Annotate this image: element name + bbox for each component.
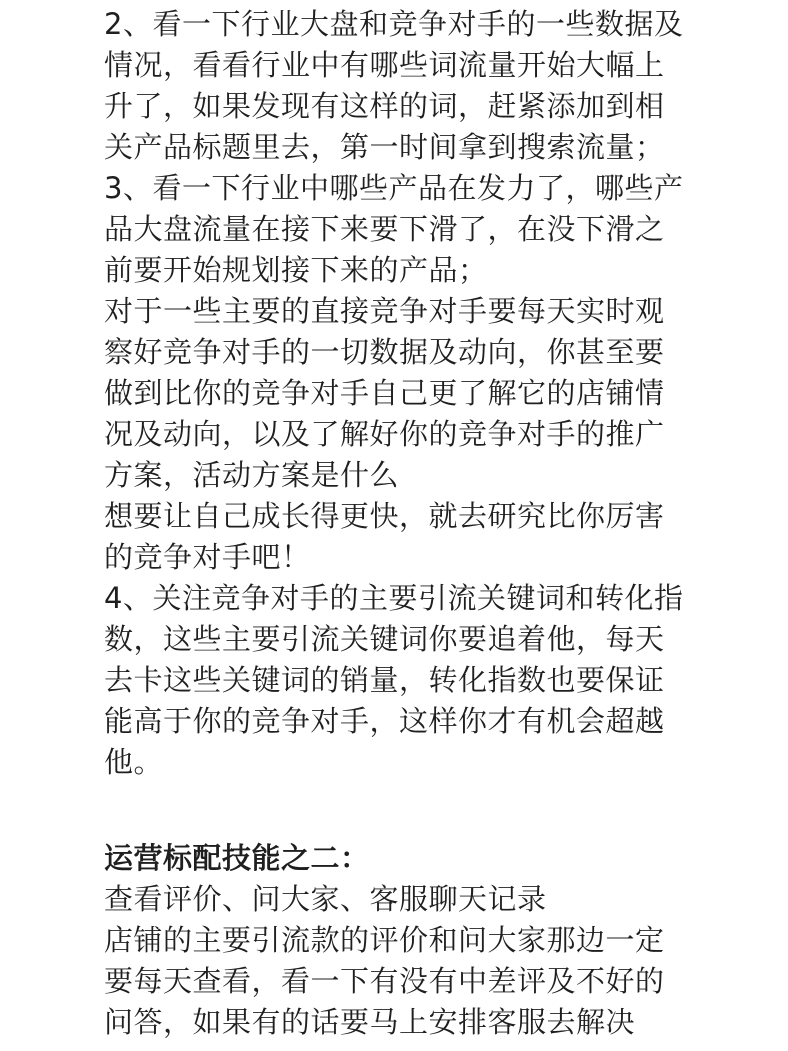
text-line: 问答，如果有的话要马上安排客服去解决 <box>104 1005 636 1039</box>
text-line: 他。 <box>104 745 164 779</box>
text-line: 想要让自己成长得更快，就去研究比你厉害 <box>104 499 665 533</box>
text-line: 对于一些主要的直接竞争对手要每天实时观 <box>104 294 665 328</box>
text-line: 关产品标题里去，第一时间拿到搜索流量； <box>104 130 665 164</box>
text-line: 情况，看看行业中有哪些词流量开始大幅上 <box>104 48 665 82</box>
text-line: 品大盘流量在接下来要下滑了，在没下滑之 <box>104 212 665 246</box>
text-line: 2、看一下行业大盘和竞争对手的一些数据及 <box>104 7 684 41</box>
text-line: 前要开始规划接下来的产品； <box>104 253 488 287</box>
text-line: 的竞争对手吧！ <box>104 540 311 574</box>
text-line: 况及动向，以及了解好你的竞争对手的推广 <box>104 417 665 451</box>
text-line: 察好竞争对手的一切数据及动向，你甚至要 <box>104 335 665 369</box>
text-line: 查看评价、问大家、客服聊天记录 <box>104 882 547 916</box>
text-line: 去卡这些关键词的销量，转化指数也要保证 <box>104 663 665 697</box>
paragraph-spacer <box>104 783 748 824</box>
text-line: 方案，活动方案是什么 <box>104 458 400 492</box>
text-line: 能高于你的竞争对手，这样你才有机会超越 <box>104 704 665 738</box>
text-line: 做到比你的竞争对手自己更了解它的店铺情 <box>104 376 665 410</box>
text-line: 升了，如果发现有这样的词，赶紧添加到相 <box>104 89 665 123</box>
text-line: 数，这些主要引流关键词你要追着他，每天 <box>104 622 665 656</box>
section-heading: 运营标配技能之二： <box>104 841 370 875</box>
text-line: 3、看一下行业中哪些产品在发力了，哪些产 <box>104 171 684 205</box>
text-line: 要每天查看，看一下有没有中差评及不好的 <box>104 964 665 998</box>
text-line: 4、关注竞争对手的主要引流关键词和转化指 <box>104 581 684 615</box>
text-line: 店铺的主要引流款的评价和问大家那边一定 <box>104 923 665 957</box>
